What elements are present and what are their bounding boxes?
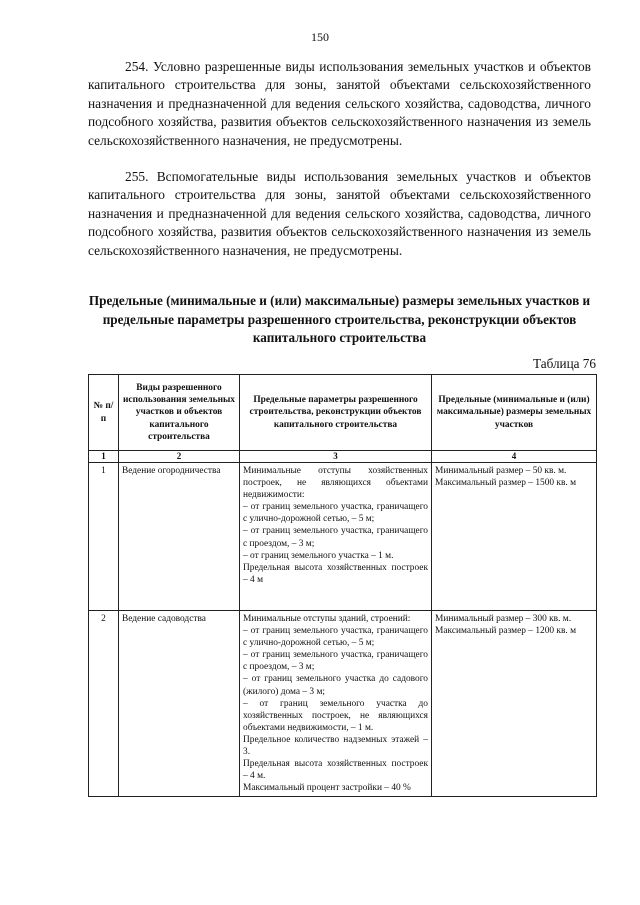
column-number: 4 [432,451,597,463]
param-line: – от границ земельного участка, граничащего с улично-дорожной сетью, – 5 м; [243,626,428,649]
construction-params-cell [240,463,432,611]
row-number: 1 [89,463,119,611]
param-line: Предельное количество надземных этажей – 3. [243,734,428,758]
param-line: Максимальный процент застройки – 40 % [243,783,411,794]
plot-sizes-cell [432,463,597,611]
table-row [89,611,597,797]
column-number-row [89,451,597,463]
column-number: 1 [89,451,119,463]
table-caption: Таблица 76 [533,356,596,371]
param-line: Предельная высота хозяйственных построек – 4 м [243,562,428,585]
use-type-cell: Ведение садоводства [119,611,240,797]
page-number: 150 [311,30,329,44]
table-header-row [89,375,597,451]
column-number: 2 [119,451,240,463]
header-use-type: Виды разрешенного использования земельных участков и объектов капитального строительства [119,375,240,451]
param-line: Минимальные отступы зданий, строений: [243,614,411,624]
size-line: Максимальный размер – 1500 кв. м [435,478,577,489]
header-plot-sizes: Предельные (минимальные и (или) максимальные) размеры земельных участков [432,375,597,451]
param-line: Предельная высота хозяйственных построек – 4 м. [243,759,428,782]
regulations-table [88,374,597,797]
param-line: – от границ земельного участка, граничащего с проездом, – 3 м; [243,650,428,673]
plot-sizes-cell [432,611,597,797]
paragraph-text: 255. Вспомогательные виды использования земельных участков и объектов капитального строительства для зоны, занятой объектами сельскохозяйственного назначения и предназначенной для ведения сельского хозяйства, садоводства, личного подсобного хозяйства, развития объектов сельскохозяйственного назначения из земель сельскохозяйственного назначения, не предусмотрены. [88,169,591,258]
param-line: – от границ земельного участка до садового (жилого) дома – 3 м; [243,674,428,697]
size-line: Максимальный размер – 1200 кв. м [435,626,577,637]
param-line: – от границ земельного участка до хозяйственных построек, не являющихся объектами недвижимости, – 1 м. [243,698,428,733]
use-type-cell: Ведение огородничества [119,463,240,611]
column-number: 3 [240,451,432,463]
size-line: Минимальный размер – 300 кв. м. [435,614,572,624]
construction-params-cell [240,611,432,797]
header-number: № п/п [89,375,119,451]
table-row [89,463,597,611]
paragraph-255 [88,168,591,260]
paragraph-254 [88,58,591,150]
param-line: Минимальные отступы хозяйственных построек, не являющихся объектами недвижимости: [243,466,428,501]
row-number: 2 [89,611,119,797]
size-line: Минимальный размер – 50 кв. м. [435,466,567,476]
paragraph-text: 254. Условно разрешенные виды использования земельных участков и объектов капитального строительства для зоны, занятой объектами сельскохозяйственного назначения и предназначенной для ведения сельского хозяйства, садоводства, личного подсобного хозяйства, развития объектов сельскохозяйственного назначения из земель сельскохозяйственного назначения, не предусмотрены. [88,59,591,148]
param-line: – от границ земельного участка, граничащего с проездом, – 3 м; [243,526,428,549]
param-line: – от границ земельного участка, граничащего с улично-дорожной сетью, – 5 м; [243,502,428,525]
param-line: – от границ земельного участка – 1 м. [243,550,394,561]
header-construction-params: Предельные параметры разрешенного строительства, реконструкции объектов капитального строительства [240,375,432,451]
section-title: Предельные (минимальные и (или) максимальные) размеры земельных участков и предельные параметры разрешенного строительства, реконструкции объектов капитального строительства [88,293,591,345]
